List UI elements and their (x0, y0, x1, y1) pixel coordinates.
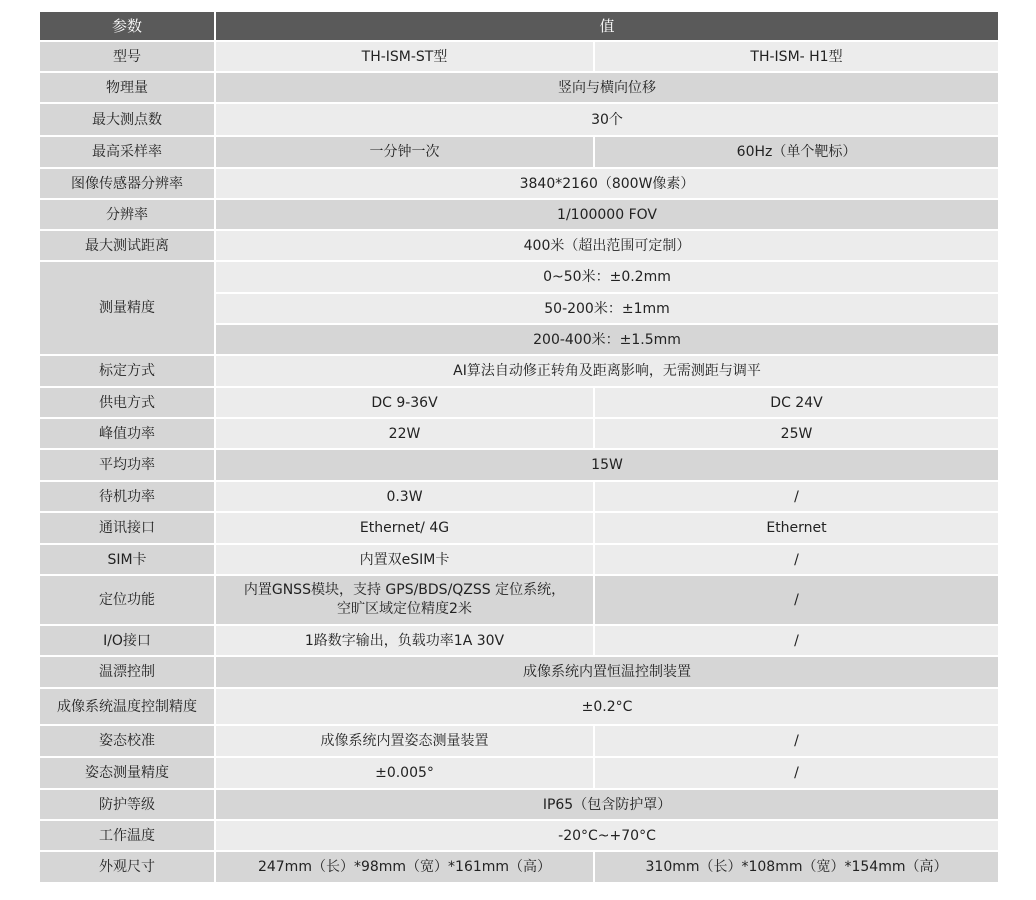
row-value: 3840*2160（800W像素） (216, 169, 998, 200)
header-param: 参数 (40, 12, 216, 42)
row-value: Ethernet/ 4G (216, 513, 595, 545)
row-value: / (595, 576, 998, 626)
row-value: / (595, 482, 998, 513)
row-value: TH-ISM- H1型 (595, 42, 998, 73)
row-label: 定位功能 (40, 576, 216, 626)
table-row (40, 169, 998, 200)
header-value: 值 (216, 12, 998, 42)
row-value: 200-400米：±1.5mm (216, 325, 998, 356)
row-value: 25W (595, 419, 998, 450)
table-row (40, 790, 998, 821)
spec-table (40, 12, 998, 884)
table-row (40, 356, 998, 388)
row-label: 测量精度 (40, 262, 216, 356)
table-row (40, 231, 998, 262)
row-label: I/O接口 (40, 626, 216, 657)
row-value: 一分钟一次 (216, 137, 595, 169)
table-row (40, 545, 998, 576)
row-label: SIM卡 (40, 545, 216, 576)
row-label: 最高采样率 (40, 137, 216, 169)
row-value: TH-ISM-ST型 (216, 42, 595, 73)
row-value: 15W (216, 450, 998, 482)
row-value: ±0.005° (216, 758, 595, 790)
row-value: 0~50米：±0.2mm (216, 262, 998, 294)
row-value (216, 576, 595, 626)
row-value: AI算法自动修正转角及距离影响，无需测距与调平 (216, 356, 998, 388)
row-label: 图像传感器分辨率 (40, 169, 216, 200)
table-row (40, 73, 998, 104)
table-row (40, 576, 998, 626)
row-label: 工作温度 (40, 821, 216, 852)
row-value: -20°C~+70°C (216, 821, 998, 852)
row-label: 最大测试距离 (40, 231, 216, 262)
table-row (40, 821, 998, 852)
row-value: 竖向与横向位移 (216, 73, 998, 104)
table-row (40, 852, 998, 884)
row-value: / (595, 758, 998, 790)
table-row (40, 482, 998, 513)
row-label: 通讯接口 (40, 513, 216, 545)
positioning-line-1: 内置GNSS模块，支持 GPS/BDS/QZSS 定位系统， (243, 582, 566, 598)
table-row (40, 626, 998, 657)
row-label: 分辨率 (40, 200, 216, 231)
row-label: 标定方式 (40, 356, 216, 388)
row-label: 姿态测量精度 (40, 758, 216, 790)
table-header-row (40, 12, 998, 42)
table-row (40, 262, 998, 294)
table-row (40, 513, 998, 545)
row-value: 22W (216, 419, 595, 450)
row-value: 1路数字输出，负载功率1A 30V (216, 626, 595, 657)
row-label: 姿态校准 (40, 726, 216, 758)
positioning-line-2: 空旷区域定位精度2米 (337, 601, 472, 617)
table-row (40, 419, 998, 450)
row-label: 待机功率 (40, 482, 216, 513)
row-value: 成像系统内置姿态测量装置 (216, 726, 595, 758)
row-value: 400米（超出范围可定制） (216, 231, 998, 262)
row-value: Ethernet (595, 513, 998, 545)
row-value: DC 9-36V (216, 388, 595, 419)
row-value: 247mm（长）*98mm（宽）*161mm（高） (216, 852, 595, 884)
row-label: 防护等级 (40, 790, 216, 821)
table-row (40, 200, 998, 231)
row-value: DC 24V (595, 388, 998, 419)
row-label: 成像系统温度控制精度 (40, 689, 216, 726)
row-value: 1/100000 FOV (216, 200, 998, 231)
row-value: 30个 (216, 104, 998, 137)
table-row (40, 104, 998, 137)
table-row (40, 657, 998, 689)
row-value: / (595, 726, 998, 758)
row-value: IP65（包含防护罩） (216, 790, 998, 821)
row-label: 外观尺寸 (40, 852, 216, 884)
table-row (40, 137, 998, 169)
row-value: 内置双eSIM卡 (216, 545, 595, 576)
table-row (40, 726, 998, 758)
table-row (40, 388, 998, 419)
row-value: 310mm（长）*108mm（宽）*154mm（高） (595, 852, 998, 884)
row-label: 峰值功率 (40, 419, 216, 450)
table-row (40, 42, 998, 73)
table-row (40, 450, 998, 482)
row-label: 供电方式 (40, 388, 216, 419)
row-label: 温漂控制 (40, 657, 216, 689)
table-row (40, 758, 998, 790)
row-label: 最大测点数 (40, 104, 216, 137)
table-row (40, 689, 998, 726)
row-value: / (595, 626, 998, 657)
row-label: 平均功率 (40, 450, 216, 482)
row-value: 成像系统内置恒温控制装置 (216, 657, 998, 689)
row-label: 物理量 (40, 73, 216, 104)
row-value: 0.3W (216, 482, 595, 513)
row-label: 型号 (40, 42, 216, 73)
row-value: 60Hz（单个靶标） (595, 137, 998, 169)
row-value: ±0.2°C (216, 689, 998, 726)
row-value: / (595, 545, 998, 576)
row-value: 50-200米：±1mm (216, 294, 998, 325)
